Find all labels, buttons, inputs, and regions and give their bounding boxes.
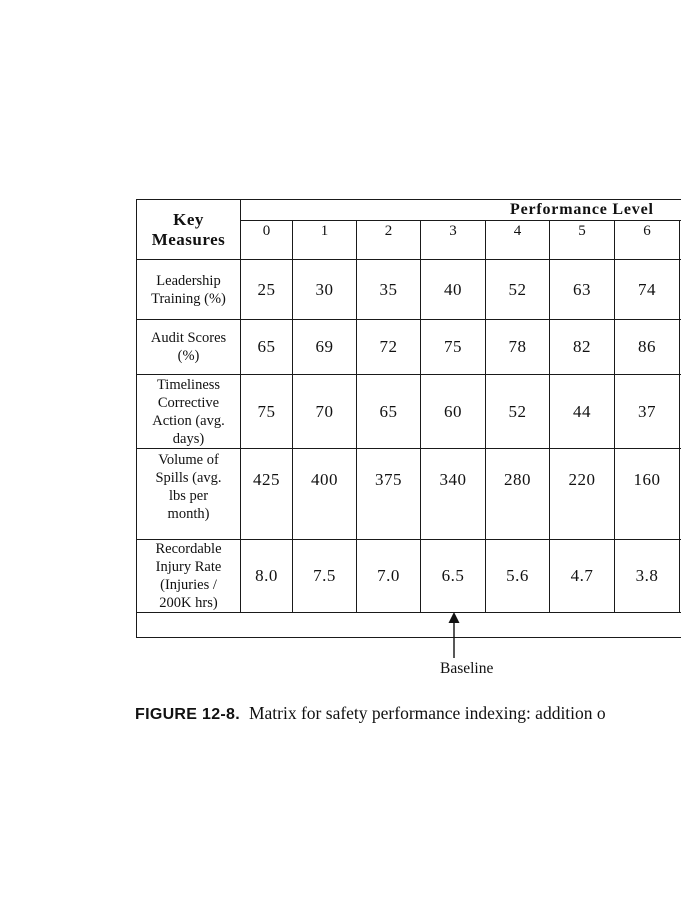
level-0-header: 0 xyxy=(241,221,293,260)
row-label-line: Corrective xyxy=(157,394,220,411)
value-cell: 375 xyxy=(357,449,421,540)
value-cell: 25 xyxy=(241,260,293,320)
table-footer-band xyxy=(137,613,681,638)
row-label-audit-scores xyxy=(137,320,241,375)
value-cell: 75 xyxy=(421,320,486,375)
row-label-line: Timeliness xyxy=(156,376,221,393)
row-label-recordable-injury-rate xyxy=(137,540,241,613)
row-label-line: Spills (avg. xyxy=(155,470,222,486)
value-cell: 37 xyxy=(615,375,680,449)
value-cell: 425 xyxy=(241,449,293,540)
value-cell: 63 xyxy=(550,260,615,320)
value-cell: 3.8 xyxy=(615,540,680,613)
row-label-line: lbs per xyxy=(168,488,209,504)
value-cell: 7.5 xyxy=(293,540,357,613)
figure-caption xyxy=(135,703,606,724)
row-label-line: Leadership xyxy=(156,272,221,289)
row-label-volume-of-spills xyxy=(137,449,241,540)
table-row xyxy=(137,320,681,375)
table-row xyxy=(137,540,681,613)
value-cell: 160 xyxy=(615,449,680,540)
row-label-line: Injury Rate xyxy=(155,559,222,575)
value-cell: 4.7 xyxy=(550,540,615,613)
row-label-line: 200K hrs) xyxy=(159,595,218,611)
value-cell: 70 xyxy=(293,375,357,449)
level-3-header: 3 xyxy=(421,221,486,260)
value-cell: 52 xyxy=(486,375,550,449)
value-cell: 40 xyxy=(421,260,486,320)
value-cell: 65 xyxy=(241,320,293,375)
value-cell: 30 xyxy=(293,260,357,320)
value-cell: 52 xyxy=(486,260,550,320)
figure-number: FIGURE 12-8. xyxy=(135,706,240,723)
value-cell: 44 xyxy=(550,375,615,449)
key-measures-header-line-2: Measures xyxy=(151,229,226,249)
table-footer-row xyxy=(137,613,681,638)
value-cell: 400 xyxy=(293,449,357,540)
value-cell: 72 xyxy=(357,320,421,375)
value-cell: 86 xyxy=(615,320,680,375)
value-cell: 65 xyxy=(357,375,421,449)
row-label-line: days) xyxy=(172,430,205,447)
value-cell: 7.0 xyxy=(357,540,421,613)
level-4-header: 4 xyxy=(486,221,550,260)
value-cell: 220 xyxy=(550,449,615,540)
value-cell: 82 xyxy=(550,320,615,375)
row-label-line: Recordable xyxy=(155,541,222,557)
value-cell: 69 xyxy=(293,320,357,375)
value-cell: 280 xyxy=(486,449,550,540)
value-cell: 35 xyxy=(357,260,421,320)
value-cell: 74 xyxy=(615,260,680,320)
level-2-header: 2 xyxy=(357,221,421,260)
value-cell: 340 xyxy=(421,449,486,540)
key-measures-header xyxy=(137,200,241,260)
row-label-line: Audit Scores xyxy=(150,330,227,346)
row-label-line: month) xyxy=(167,506,210,522)
value-cell: 75 xyxy=(241,375,293,449)
table-row xyxy=(137,449,681,540)
baseline-arrow-icon xyxy=(448,612,460,658)
value-cell: 8.0 xyxy=(241,540,293,613)
table-row xyxy=(137,375,681,449)
row-label-leadership-training xyxy=(137,260,241,320)
value-cell: 5.6 xyxy=(486,540,550,613)
performance-level-header: Performance Level xyxy=(241,200,681,221)
row-label-line: Volume of xyxy=(158,452,219,468)
row-label-line: Action (avg. xyxy=(152,412,225,429)
level-5-header: 5 xyxy=(550,221,615,260)
level-6-header: 6 xyxy=(615,221,680,260)
value-cell: 6.5 xyxy=(421,540,486,613)
level-1-header: 1 xyxy=(293,221,357,260)
table-row xyxy=(137,260,681,320)
row-label-timeliness-corrective-action xyxy=(137,375,241,449)
row-label-line: (Injuries / xyxy=(160,577,217,593)
row-label-line: (%) xyxy=(177,348,200,364)
figure-caption-text: Matrix for safety performance indexing: addition o xyxy=(248,703,606,723)
key-measures-header-line-1: Key xyxy=(173,209,204,229)
row-label-line: Training (%) xyxy=(151,290,226,307)
safety-performance-matrix xyxy=(136,199,681,638)
baseline-label: Baseline xyxy=(440,660,494,677)
value-cell: 60 xyxy=(421,375,486,449)
value-cell: 78 xyxy=(486,320,550,375)
